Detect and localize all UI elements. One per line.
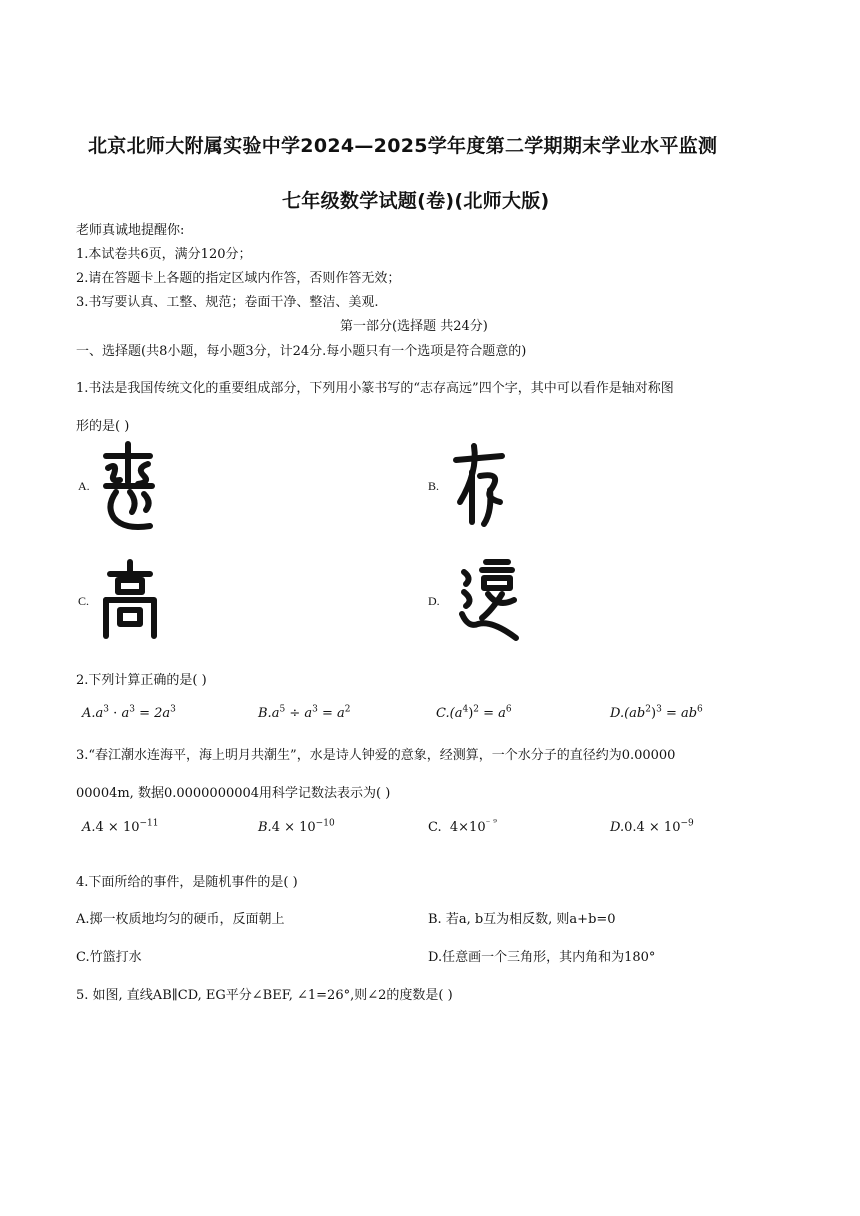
seal-character-zhi xyxy=(98,442,158,532)
question-1-option-c-label: C. xyxy=(78,594,90,608)
question-4-option-d: D.任意画一个三角形，其内角和为180° xyxy=(428,950,656,965)
exam-title-line1: 北京北师大附属实验中学2024—2025学年度第二学期期末学业水平监测 xyxy=(88,135,718,157)
seal-character-yuan xyxy=(458,558,518,643)
question-1-option-b-label: B. xyxy=(428,479,440,493)
question-2-stem: 2.下列计算正确的是( ) xyxy=(76,673,207,688)
notice-item-1: 1.本试卷共6页，满分120分； xyxy=(76,247,252,262)
question-3-option-a: $A.4 \times 10^{-11}$ xyxy=(82,818,159,835)
question-3-stem-line2: 00004m, 数据0.0000000004用科学记数法表示为( ) xyxy=(76,786,391,801)
question-2-option-a: $A.a^3 \cdot a^3 = 2a^3$ xyxy=(82,704,176,721)
section-heading: 一、选择题(共8小题，每小题3分，计24分.每小题只有一个选项是符合题意的) xyxy=(76,344,527,359)
seal-character-cun xyxy=(452,442,507,527)
question-2-option-b: $B.a^5 \div a^3 = a^2$ xyxy=(258,704,351,721)
part-title: 第一部分(选择题 共24分) xyxy=(340,319,488,334)
seal-character-gao xyxy=(100,560,160,640)
question-5-stem: 5. 如图, 直线AB∥CD, EG平分∠BEF, ∠1=26°,则∠2的度数是( ) xyxy=(76,988,453,1003)
notice-item-3: 3.书写要认真、工整、规范；卷面干净、整洁、美观. xyxy=(76,295,379,310)
question-1-option-a-label: A. xyxy=(78,479,90,493)
question-4-stem: 4.下面所给的事件，是随机事件的是( ) xyxy=(76,875,298,890)
notice-heading: 老师真诚地提醒你: xyxy=(76,223,185,238)
question-2-option-c: $C.(a^4)^2 = a^6$ xyxy=(436,704,512,721)
question-4-option-c: C.竹篮打水 xyxy=(76,950,142,965)
question-1-option-d-label: D. xyxy=(428,594,440,608)
question-1-stem-line2: 形的是( ) xyxy=(76,419,130,434)
question-4-option-a: A.掷一枚质地均匀的硬币，反面朝上 xyxy=(76,912,285,927)
question-3-option-d: $D.0.4 \times 10^{-9}$ xyxy=(610,818,694,835)
question-1-stem-line1: 1.书法是我国传统文化的重要组成部分，下列用小篆书写的“志存高远”四个字，其中可以看作是轴对称图 xyxy=(76,381,674,396)
exam-title-line2: 七年级数学试题(卷)(北师大版) xyxy=(282,190,550,212)
question-4-option-b: B. 若a, b互为相反数, 则a+b=0 xyxy=(428,912,616,927)
question-2-option-d: $D.(ab^2)^3 = ab^6$ xyxy=(610,704,703,721)
question-3-option-c: C. $4\times 10^{^- ^9}$ xyxy=(428,818,497,835)
notice-item-2: 2.请在答题卡上各题的指定区域内作答，否则作答无效； xyxy=(76,271,401,286)
question-3-stem-line1: 3.“春江潮水连海平，海上明月共潮生”，水是诗人钟爱的意象，经测算，一个水分子的直径约为0.00000 xyxy=(76,748,676,763)
question-3-option-b: $B.4 \times 10^{-10}$ xyxy=(258,818,335,835)
